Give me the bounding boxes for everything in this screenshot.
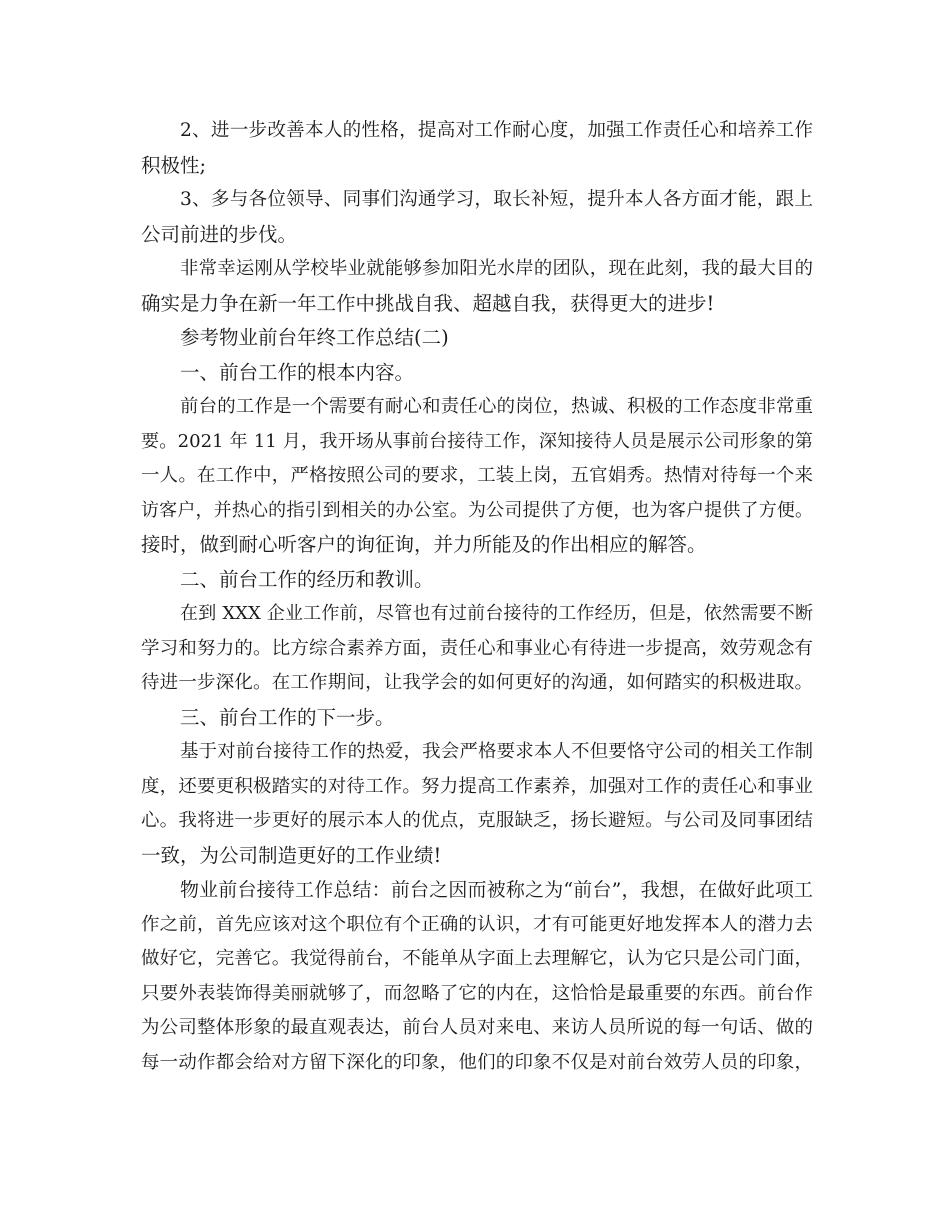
text-line: 学习和努力的。比方综合素养方面，责任心和事业心有待进一步提高，效劳观念有 <box>141 637 813 659</box>
text-line: 待进一步深化。在工作期间，让我学会的如何更好的沟通，如何踏实的积极进取。 <box>141 672 813 693</box>
text-line: 积极性; <box>141 153 207 177</box>
text-line: 要。2021 年 11 月，我开场从事前台接待工作，深知接待人员是展示公司形象的第 <box>141 430 813 452</box>
text-line: 确实是力争在新一年工作中挑战自我、超越自我，获得更大的进步! <box>141 291 715 315</box>
text-line: 物业前台接待工作总结：前台之因而被称之为“前台”，我想，在做好此项工 <box>180 879 813 901</box>
text-line: 度，还要更积极踏实的对待工作。努力提高工作素养，加强对工作的责任心和事业 <box>141 775 813 797</box>
text-line: 做好它，完善它。我觉得前台，不能单从字面上去理解它，认为它只是公司门面， <box>141 948 813 969</box>
text-line: 一致，为公司制造更好的工作业绩! <box>141 843 442 867</box>
text-line: 接时，做到耐心听客户的询征询，并力所能及的作出相应的解答。 <box>141 533 707 556</box>
text-line: 公司前进的步伐。 <box>141 222 298 246</box>
text-line: 非常幸运刚从学校毕业就能够参加阳光水岸的团队，现在此刻，我的最大目的 <box>180 258 813 279</box>
text-line: 前台的工作是一个需要有耐心和责任心的岗位，热诚、积极的工作态度非常重 <box>180 396 813 417</box>
text-line: 为公司整体形象的最直观表达，前台人员对来电、来访人员所说的每一句话、做的 <box>141 1017 813 1038</box>
text-line: 作之前，首先应该对这个职位有个正确的认识，才有可能更好地发挥本人的潜力去 <box>141 913 813 935</box>
text-line: 二、前台工作的经历和教训。 <box>180 567 434 591</box>
text-line: 2、进一步改善本人的性格，提高对工作耐心度，加强工作责任心和培养工作 <box>180 120 813 141</box>
text-line: 三、前台工作的下一步。 <box>180 705 395 729</box>
text-line: 3、多与各位领导、同事们沟通学习，取长补短，提升本人各方面才能，跟上 <box>180 189 813 210</box>
text-line: 一人。在工作中，严格按照公司的要求，工装上岗，五官娟秀。热情对待每一个来 <box>141 465 813 486</box>
text-line: 心。我将进一步更好的展示本人的优点，克服缺乏，扬长避短。与公司及同事团结 <box>141 810 813 831</box>
text-line: 在到 XXX 企业工作前，尽管也有过前台接待的工作经历，但是，依然需要不断 <box>180 603 813 624</box>
text-line: 访客户，并热心的指引到相关的办公室。为公司提供了方便，也为客户提供了方便。 <box>141 499 813 521</box>
document-body <box>141 114 813 1080</box>
text-line: 一、前台工作的根本内容。 <box>180 360 415 384</box>
text-line: 每一动作都会给对方留下深化的印象，他们的印象不仅是对前台效劳人员的印象， <box>141 1051 813 1073</box>
text-line: 参考物业前台年终工作总结(二) <box>180 326 449 349</box>
text-line: 基于对前台接待工作的热爱，我会严格要求本人不但要恪守公司的相关工作制 <box>180 741 813 762</box>
text-line: 只要外表装饰得美丽就够了，而忽略了它的内在，这恰恰是最重要的东西。前台作 <box>141 982 813 1004</box>
